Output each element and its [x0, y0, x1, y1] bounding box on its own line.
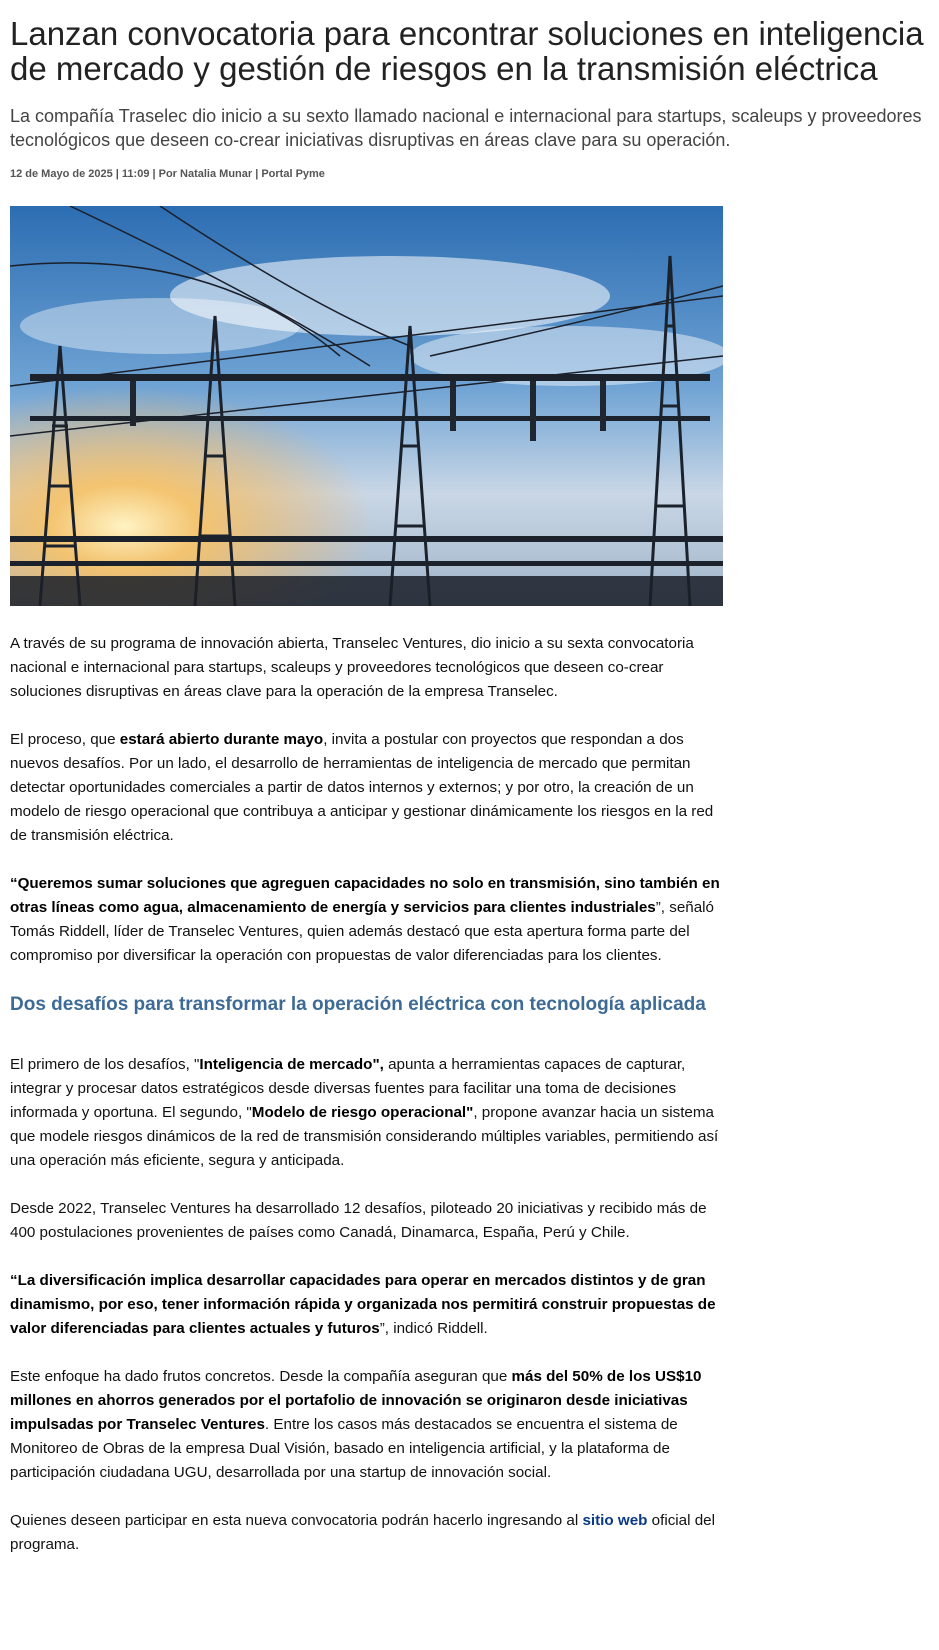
text: ”, indicó Riddell.: [379, 1320, 488, 1337]
text: Quienes deseen participar en esta nueva convocatoria podrán hacerlo ingresando al: [10, 1512, 583, 1529]
article-subtitle: La compañía Traselec dio inicio a su sexto llamado nacional e internacional para startups, scaleups y proveedores tecnológicos que deseen co-crear iniciativas disruptivas en áreas clave para su operación.: [10, 106, 922, 150]
section-heading: Dos desafíos para transformar la operación eléctrica con tecnología aplicada: [10, 994, 706, 1015]
article-body: [10, 632, 723, 1557]
paragraph-1: A través de su programa de innovación abierta, Transelec Ventures, dio inicio a su sexta convocatoria nacional e internacional para startups, scaleups y proveedores tecnológicos que deseen co-crear soluciones disruptivas en áreas clave para la operación de la empresa Transelec.: [10, 635, 694, 700]
article-meta: 12 de Mayo de 2025 | 11:09 | Por Natalia Munar | Portal Pyme: [10, 168, 325, 180]
text: Este enfoque ha dado frutos concretos. Desde la compañía aseguran que: [10, 1368, 512, 1385]
text: ”, señaló Tomás Riddell, líder de Transelec Ventures, quien además destacó que esta apertura forma parte del compromiso por diversificar la operación con propuestas de valor diferenciadas para los clientes.: [10, 899, 715, 964]
paragraph-2: [10, 728, 723, 848]
paragraph-6: [10, 1269, 723, 1341]
bold-text: Inteligencia de mercado",: [199, 1056, 384, 1073]
text: . Entre los casos más destacados se encuentra el sistema de Monitoreo de Obras de la empresa Dual Visión, basado en inteligencia artificial, y la plataforma de participación ciudadana UGU, desarrollada por una startup de innovación social.: [10, 1416, 678, 1481]
paragraph-8: [10, 1509, 723, 1557]
hero-image: [10, 206, 723, 606]
text: oficial del programa.: [10, 1512, 715, 1553]
paragraph-3: [10, 872, 723, 968]
text: El proceso, que: [10, 731, 120, 748]
article-title: Lanzan convocatoria para encontrar soluciones en inteligencia de mercado y gestión de riesgos en la transmisión eléctrica: [10, 15, 924, 87]
text: El primero de los desafíos, ": [10, 1056, 200, 1073]
bold-text: estará abierto durante mayo: [119, 731, 324, 748]
paragraph-4: [10, 1053, 723, 1173]
bold-text: más del 50% de los US$10 millones en ahorros generados por el portafolio de innovación se originaron desde iniciativas impulsadas por Transelec Ventures: [10, 1368, 702, 1433]
paragraph-5: Desde 2022, Transelec Ventures ha desarrollado 12 desafíos, piloteado 20 iniciativas y recibido más de 400 postulaciones provenientes de países como Canadá, Dinamarca, España, Perú y Chile.: [10, 1200, 707, 1241]
text: apunta a herramientas capaces de capturar, integrar y procesar datos estratégicos desde diversas fuentes para facilitar una toma de decisiones informada y oportuna. El segundo, ": [10, 1056, 686, 1121]
paragraph-7: [10, 1365, 723, 1485]
text: , invita a postular con proyectos que respondan a dos nuevos desafíos. Por un lado, el desarrollo de herramientas de inteligencia de mercado que permitan detectar oportunidades comerciales a partir de datos internos y externos; y por otro, la creación de un modelo de riesgo operacional que contribuya a anticipar y gestionar dinámicamente los riesgos en la red de transmisión eléctrica.: [10, 731, 714, 844]
quote: “La diversificación implica desarrollar capacidades para operar en mercados distintos y de gran dinamismo, por eso, tener información rápida y organizada nos permitirá construir propuestas de valor diferenciadas para clientes actuales y futuros: [10, 1272, 716, 1337]
text: , propone avanzar hacia un sistema que modele riesgos dinámicos de la red de transmisión considerando múltiples variables, permitiendo así una operación más eficiente, segura y anticipada.: [10, 1104, 719, 1169]
website-link[interactable]: sitio web: [582, 1512, 648, 1529]
bold-text: Modelo de riesgo operacional": [251, 1104, 474, 1121]
quote: “Queremos sumar soluciones que agreguen capacidades no solo en transmisión, sino también en otras líneas como agua, almacenamiento de energía y servicios para clientes industriales: [10, 875, 720, 916]
